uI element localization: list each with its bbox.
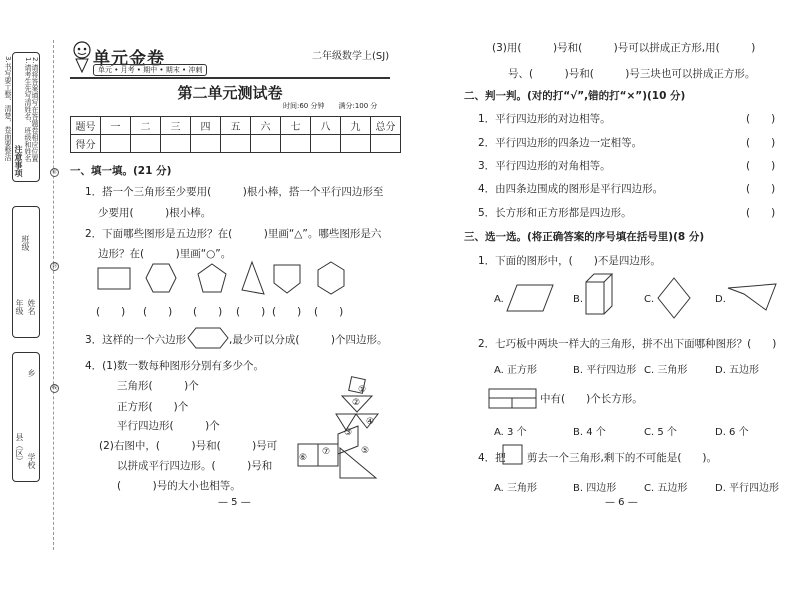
q3-text-post: ,最少可以分成( )个四边形。: [229, 334, 388, 346]
judge-answer-1[interactable]: ( ): [746, 113, 776, 125]
tangram-figure: [292, 374, 388, 482]
rectangle-grid-figure: [488, 388, 538, 410]
q4-squares: 正方形( )个: [117, 401, 189, 413]
class-box: [12, 206, 40, 338]
choice-2-option-d[interactable]: D. 五边形: [715, 365, 760, 376]
tangram-label-3: ③: [344, 428, 353, 438]
field-name: 姓名: [27, 299, 36, 315]
score-input[interactable]: [131, 135, 161, 153]
q2-line-1: 2．下面哪些图形是五边形？在( )里画“△”。哪些图形是六: [85, 228, 382, 240]
judge-1: 1．平行四边形的对边相等。: [478, 113, 611, 125]
field-class: 班级: [21, 235, 30, 251]
score-cell: 二: [131, 117, 161, 135]
judge-answer-2[interactable]: ( ): [746, 137, 776, 149]
choice-2-option-b[interactable]: B. 平行四边形: [573, 365, 637, 376]
choice-4-post: 剪去一个三角形,剩下的不可能是( )。: [527, 452, 718, 464]
seal-mark-3: 线: [51, 385, 57, 391]
seal-mark-2: 封: [51, 263, 57, 269]
q2-line-2: 边形？在( )里画“○”。: [98, 248, 232, 260]
header-rule: [70, 77, 390, 79]
section-2-heading: 二、判一判。(对的打“√”,错的打“×”)(10 分): [464, 90, 686, 102]
score-cell: 七: [281, 117, 311, 135]
tangram-label-4: ④: [366, 417, 375, 427]
score-cell: 五: [221, 117, 251, 135]
square-figure: [502, 444, 524, 466]
choice-4-option-c[interactable]: C. 五边形: [644, 483, 688, 494]
tangram-label-2: ②: [352, 398, 361, 408]
field-town: 乡: [27, 369, 36, 377]
score-value-row: [71, 135, 401, 153]
q4-part2-line-3: ( )号的大小也相等。: [117, 480, 241, 492]
choice-1: 1．下面的图形中，( )不是四边形。: [478, 255, 661, 267]
judge-answer-3[interactable]: ( ): [746, 160, 776, 172]
score-input[interactable]: [101, 135, 131, 153]
choice-1-option-c[interactable]: C.: [644, 294, 655, 305]
q2-answer-6[interactable]: ( ): [314, 306, 344, 318]
choice-3-option-a[interactable]: A. 3 个: [494, 427, 527, 438]
judge-answer-4[interactable]: ( ): [746, 183, 776, 195]
choice-1-option-a[interactable]: A.: [494, 294, 504, 305]
field-grade: 年级: [15, 299, 24, 315]
q4-part2-line-1: (2)右图中，( )号和( )号可: [99, 440, 278, 452]
score-cell: 八: [311, 117, 341, 135]
brand-tagline: 单元 • 月考 • 期中 • 期末 • 冲刺: [93, 64, 207, 76]
q2-answer-2[interactable]: ( ): [143, 306, 173, 318]
choice-1-option-d[interactable]: D.: [715, 294, 726, 305]
hexagon-shape: [145, 262, 177, 294]
score-cell: 六: [251, 117, 281, 135]
q2-answer-5[interactable]: ( ): [272, 306, 302, 318]
triangle-shape: [240, 260, 266, 296]
choice-2: 2．七巧板中两块一样大的三角形，拼不出下面哪种图形？( ): [478, 338, 777, 350]
brand-title: 单元金卷: [93, 49, 165, 69]
field-school: 学校: [27, 453, 36, 469]
q2-answer-4[interactable]: ( ): [236, 306, 266, 318]
q3-text-pre: 3．这样的一个六边形: [85, 334, 187, 346]
score-input[interactable]: [221, 135, 251, 153]
tangram-label-5: ⑤: [361, 446, 370, 456]
page-number-right: — 6 —: [605, 497, 638, 508]
choice-1-option-b[interactable]: B.: [573, 294, 584, 305]
grade-label: 二年级数学上(SJ): [312, 51, 390, 62]
cuboid-shape: [584, 272, 614, 316]
judge-5: 5．长方形和正方形都是四边形。: [478, 207, 632, 219]
notice-box: [12, 52, 40, 182]
choice-2-option-a[interactable]: A. 正方形: [494, 365, 538, 376]
judge-4: 4．由四条边围成的图形是平行四边形。: [478, 183, 664, 195]
q3-hexagon: [186, 326, 230, 350]
score-table: [70, 116, 401, 153]
score-input[interactable]: [191, 135, 221, 153]
score-header-row: [71, 117, 401, 135]
section-3-heading: 三、选一选。(将正确答案的序号填在括号里)(8 分): [464, 231, 705, 243]
judge-3: 3．平行四边形的对角相等。: [478, 160, 611, 172]
section-1-heading: 一、填一填。(21 分): [70, 165, 172, 177]
score-cell: 题号: [71, 117, 101, 135]
q4-line-1: 4．(1)数一数每种图形分别有多少个。: [85, 360, 265, 372]
score-input[interactable]: [311, 135, 341, 153]
q4-triangles: 三角形( )个: [117, 380, 199, 392]
score-input[interactable]: [341, 135, 371, 153]
exam-meta: 时间:60 分钟 满分:100 分: [283, 102, 378, 110]
score-cell: 一: [101, 117, 131, 135]
pentagon-shape-2: [272, 263, 302, 295]
tangram-label-1: ①: [358, 385, 367, 395]
score-input[interactable]: [161, 135, 191, 153]
score-cell: 九: [341, 117, 371, 135]
parallelogram-shape: [505, 283, 555, 313]
score-cell: 总分: [371, 117, 401, 135]
mascot-logo: [70, 40, 94, 74]
score-input[interactable]: [371, 135, 401, 153]
score-cell: 四: [191, 117, 221, 135]
school-box: [12, 352, 40, 482]
rectangle-shape: [97, 267, 131, 291]
tangram-label-7: ⑦: [322, 447, 331, 457]
choice-4-option-b[interactable]: B. 四边形: [573, 483, 617, 494]
q4-part3-line-1: (3)用( )号和( )号可以拼成正方形,用( ): [492, 42, 756, 54]
q2-answer-3[interactable]: ( ): [193, 306, 223, 318]
score-input[interactable]: [251, 135, 281, 153]
notice-line-1: 1.请考生先写清姓名、班级和姓名: [24, 57, 32, 162]
page-title: 第二单元测试卷: [177, 84, 283, 102]
q2-answer-1[interactable]: ( ): [96, 306, 126, 318]
q1-line-1: 1．搭一个三角形至少要用( )根小棒，搭一个平行四边形至: [85, 186, 384, 198]
page-number-left: — 5 —: [218, 497, 251, 508]
judge-answer-5[interactable]: ( ): [746, 207, 776, 219]
q4-parallelograms: 平行四边形( )个: [117, 420, 220, 432]
quadrilateral-shape: [726, 282, 778, 312]
hexagon-shape-2: [316, 260, 346, 296]
choice-2-option-c[interactable]: C. 三角形: [644, 365, 688, 376]
choice-3-option-d[interactable]: D. 6 个: [715, 427, 749, 438]
notice-line-3: 3.书写要工整、清楚，卷面要整洁: [4, 56, 12, 161]
cut-line: [53, 40, 54, 550]
choice-3-option-b[interactable]: B. 4 个: [573, 427, 606, 438]
score-input[interactable]: [281, 135, 311, 153]
notice-title: 注意事项: [14, 145, 23, 177]
choice-3-option-c[interactable]: C. 5 个: [644, 427, 677, 438]
score-cell: 三: [161, 117, 191, 135]
q4-part3-line-2: 号、( )号和( )号三块也可以拼成正方形。: [508, 68, 756, 80]
pentagon-shape: [196, 262, 228, 294]
judge-2: 2．平行四边形的四条边一定相等。: [478, 137, 643, 149]
q4-part2-line-2: 以拼成平行四边形。( )号和: [117, 460, 273, 472]
field-county: 县（区）: [15, 433, 24, 465]
rhombus-shape: [656, 276, 692, 320]
choice-4-option-a[interactable]: A. 三角形: [494, 483, 538, 494]
score-row-label: 得分: [71, 135, 101, 153]
tangram-label-6: ⑥: [299, 453, 308, 463]
choice-3-text: 中有( )个长方形。: [540, 393, 643, 405]
choice-4-pre: 4．把: [478, 452, 506, 464]
notice-line-2: 2.请将答案填写在答题卷相应位置: [31, 57, 39, 162]
q1-line-2: 少要用( )根小棒。: [98, 207, 212, 219]
choice-4-option-d[interactable]: D. 平行四边形: [715, 483, 780, 494]
seal-mark-1: 密: [51, 169, 57, 175]
